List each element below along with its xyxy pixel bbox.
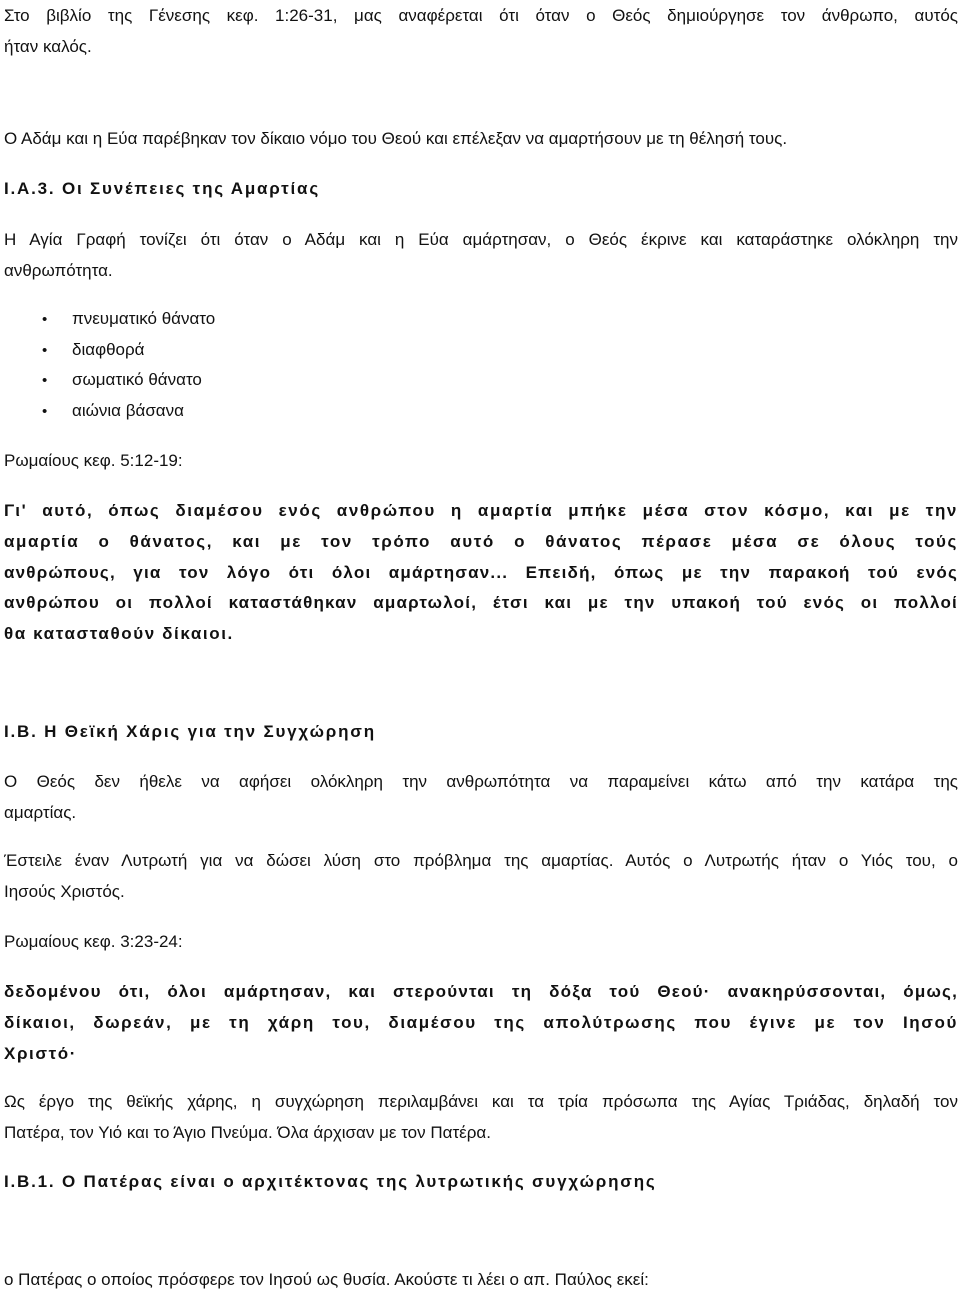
- paragraph-redeemer-line-2: Ιησούς Χριστός.: [4, 882, 125, 901]
- paragraph-god-line-2: αμαρτίας.: [4, 803, 77, 822]
- quote-romans-5-line-1: Γι' αυτό, όπως διαμέσου ενός ανθρώπου η αμαρτία μπήκε μέσα στον κόσμο, και με την: [4, 501, 958, 520]
- list-item-label: διαφθορά: [72, 340, 145, 359]
- list-item-label: αιώνια βάσανα: [72, 401, 184, 420]
- quote-romans-3-line-2: δίκαιοι, δωρεάν, με τη χάρη του, διαμέσου της απολύτρωσης που έγινε με τον Ιησού: [4, 1013, 958, 1032]
- paragraph-god-line-1: Ο Θεός δεν ήθελε να αφήσει ολόκληρη την ανθρωπότητα να παραμείνει κάτω από την κατάρα της: [4, 772, 958, 791]
- bullet-icon: •: [42, 403, 48, 420]
- paragraph-father: ο Πατέρας ο οποίος πρόσφερε τον Ιησού ως θυσία. Ακούστε τι λέει ο απ. Παύλος εκεί:: [4, 1270, 649, 1289]
- bullet-icon: •: [42, 342, 48, 359]
- section-heading-ib: I.B. Η Θεϊκή Χάρις για την Συγχώρηση: [4, 722, 376, 741]
- quote-romans-3-line-3: Χριστό·: [4, 1044, 78, 1063]
- reference-romans-5: Ρωμαίους κεφ. 5:12-19:: [4, 451, 183, 470]
- quote-romans-5-line-2: αμαρτία ο θάνατος, και με τον τρόπο αυτό ο θάνατος πέρασε μέσα σε όλους τούς: [4, 532, 958, 551]
- list-item-label: πνευματικό θάνατο: [72, 309, 216, 328]
- section-heading-ia3: I.A.3. Οι Συνέπειες της Αμαρτίας: [4, 179, 320, 198]
- list-item: [42, 338, 442, 363]
- quote-romans-5-line-3: ανθρώπους, για τον λόγο ότι όλοι αμάρτησαν... Επειδή, όπως με την παρακοή τού ενός: [4, 563, 958, 582]
- paragraph-genesis-line-1: Στο βιβλίο της Γένεσης κεφ. 1:26-31, μας αναφέρεται ότι όταν ο Θεός δημιούργησε τον άνθρωπο, αυτός: [4, 6, 958, 25]
- list-item: [42, 307, 442, 332]
- bullet-icon: •: [42, 311, 48, 328]
- paragraph-adam-eve: Ο Αδάμ και η Εύα παρέβηκαν τον δίκαιο νόμο του Θεού και επέλεξαν να αμαρτήσουν με τη θέλησή τους.: [4, 129, 788, 148]
- paragraph-genesis-line-2: ήταν καλός.: [4, 37, 92, 56]
- paragraph-grace-line-2: Πατέρα, τον Υιό και το Άγιο Πνεύμα. Όλα άρχισαν με τον Πατέρα.: [4, 1123, 491, 1142]
- quote-romans-5-line-5: θα κατασταθούν δίκαιοι.: [4, 624, 234, 643]
- section-heading-ib1: I.B.1. Ο Πατέρας είναι ο αρχιτέκτονας της λυτρωτικής συγχώρησης: [4, 1172, 657, 1191]
- list-item: [42, 368, 442, 393]
- reference-romans-3: Ρωμαίους κεφ. 3:23-24:: [4, 932, 183, 951]
- paragraph-scripture-line-2: ανθρωπότητα.: [4, 261, 113, 280]
- paragraph-redeemer-line-1: Έστειλε έναν Λυτρωτή για να δώσει λύση στο πρόβλημα της αμαρτίας. Αυτός ο Λυτρωτής ήταν ο Υιός του, ο: [4, 851, 958, 870]
- quote-romans-5-line-4: ανθρώπου οι πολλοί καταστάθηκαν αμαρτωλοί, έτσι και με την υπακοή τού ενός οι πολλοί: [4, 593, 958, 612]
- list-item: [42, 399, 442, 424]
- quote-romans-3-line-1: δεδομένου ότι, όλοι αμάρτησαν, και στερούνται τη δόξα τού Θεού· ανακηρύσσονται, όμως,: [4, 982, 958, 1001]
- bullet-icon: •: [42, 372, 48, 389]
- paragraph-grace-line-1: Ως έργο της θεϊκής χάρης, η συγχώρηση περιλαμβάνει και τα τρία πρόσωπα της Αγίας Τριάδας, δηλαδή τον: [4, 1092, 958, 1111]
- paragraph-scripture-line-1: Η Αγία Γραφή τονίζει ότι όταν ο Αδάμ και η Εύα αμάρτησαν, ο Θεός έκρινε και καταράστηκε ολόκληρη την: [4, 230, 958, 249]
- list-item-label: σωματικό θάνατο: [72, 370, 202, 389]
